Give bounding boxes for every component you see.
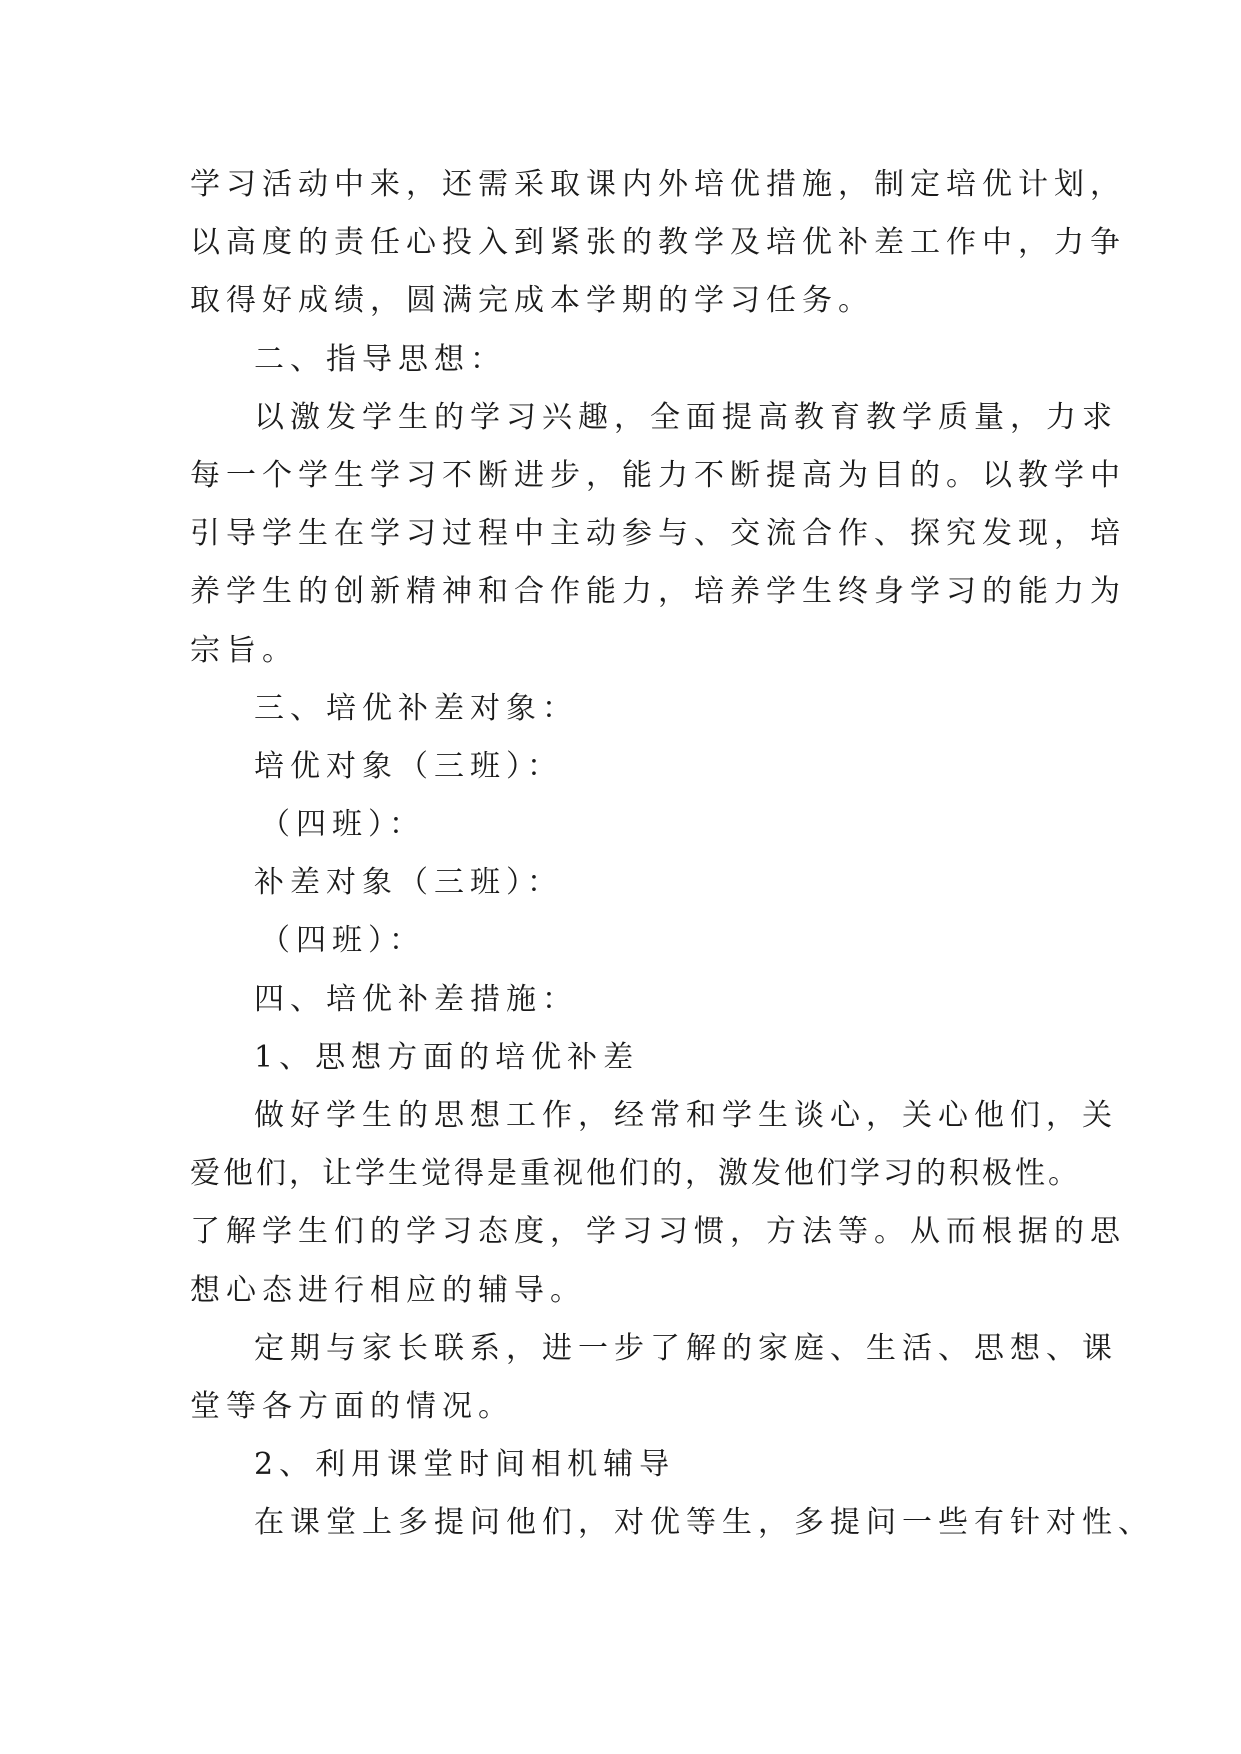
text-line: 堂等各方面的情况。 [190,1388,514,1424]
text-line: 以高度的责任心投入到紧张的教学及培优补差工作中，力争 [190,225,1126,261]
text-line: 引导学生在学习过程中主动参与、交流合作、探究发现，培 [190,516,1126,552]
subsection-heading: 2、利用课堂时间相机辅导 [254,1447,676,1483]
text-line: 做好学生的思想工作，经常和学生谈心，关心他们，关 [254,1098,1118,1133]
text-line: 培优对象（三班）： [254,748,563,784]
section-heading: 二、指导思想： [254,341,506,377]
text-line: （四班）： [260,923,425,959]
text-line: 每一个学生学习不断进步，能力不断提高为目的。以教学中 [190,457,1126,493]
text-line: 学习活动中来，还需采取课内外培优措施，制定培优计划， [190,167,1126,202]
text-line: 在课堂上多提问他们，对优等生，多提问一些有针对性、 [254,1505,1154,1541]
text-line: 宗旨。 [190,632,298,668]
section-heading: 三、培优补差对象： [254,690,578,726]
text-line: 了解学生们的学习态度，学习习惯，方法等。从而根据的思 [190,1214,1126,1250]
subsection-heading: 1、思想方面的培优补差 [254,1039,640,1075]
document-body [190,156,1154,1553]
section-heading: 四、培优补差措施： [254,981,578,1017]
text-line: 取得好成绩，圆满完成本学期的学习任务。 [190,283,874,319]
text-line: 补差对象（三班）： [254,865,563,901]
text-line: 养学生的创新精神和合作能力，培养学生终身学习的能力为 [190,574,1126,610]
text-line: （四班）： [260,807,425,843]
text-line: 以激发学生的学习兴趣，全面提高教育教学质量，力求 [254,399,1118,435]
text-line: 想心态进行相应的辅导。 [190,1272,586,1308]
text-line: 爱他们，让学生觉得是重视他们的，激发他们学习的积极性。 [190,1156,1081,1192]
text-line: 定期与家长联系，进一步了解的家庭、生活、思想、课 [254,1330,1118,1366]
